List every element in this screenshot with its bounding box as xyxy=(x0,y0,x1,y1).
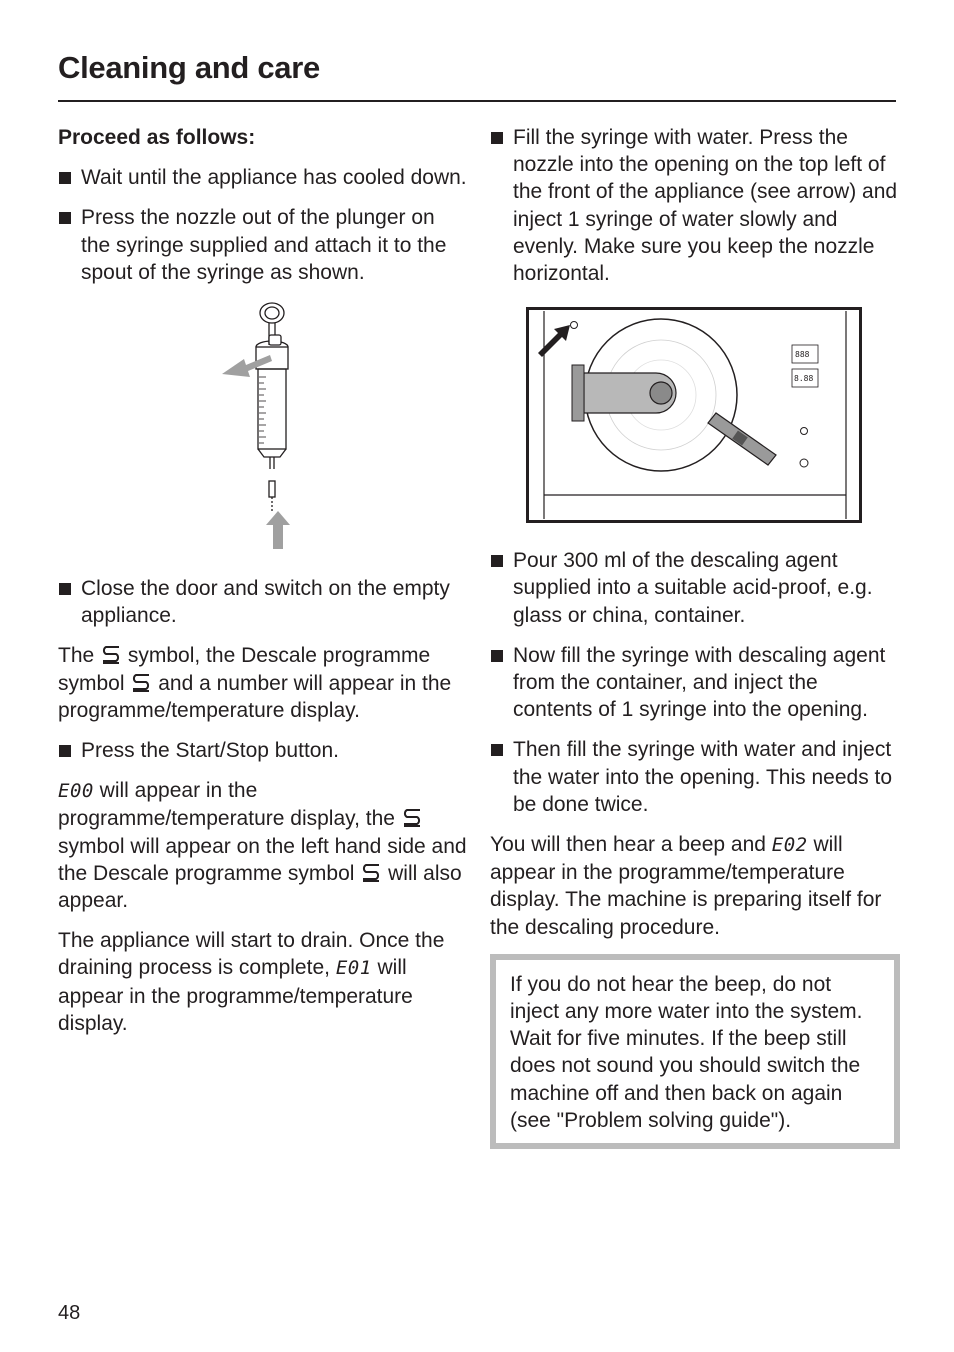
display-code-e01: E01 xyxy=(335,957,372,980)
syringe-illustration xyxy=(58,299,468,565)
step-press-start: Press the Start/Stop button. xyxy=(58,737,468,764)
title-divider xyxy=(58,100,896,102)
appliance-front-illustration xyxy=(526,307,862,523)
step-fill-water: Fill the syringe with water. Press the nozzle into the opening on the top left of the front of the appliance (see arrow) and inject 1 syringe of water slowly and evenly. Make sure you keep the nozzle horizontal. xyxy=(490,124,898,287)
display-code-e00: E00 xyxy=(58,780,94,803)
control-display-2: 8.88 xyxy=(794,374,814,384)
note-line-2: Wait for five minutes. If the beep still does not sound you should switch the machine off and then back on again (see "Problem solving guide"). xyxy=(510,1027,861,1132)
page-title: Cleaning and care xyxy=(58,50,320,85)
descale-symbol-icon xyxy=(100,644,122,664)
display-code-e02: E02 xyxy=(771,834,808,857)
descale-programme-icon xyxy=(130,672,152,692)
descale-programme-icon xyxy=(360,862,382,882)
step-close-door: Close the door and switch on the empty appliance. xyxy=(58,575,468,629)
drain-paragraph: The appliance will start to drain. Once the draining process is complete, E01 will appear in the programme/temperature display. xyxy=(58,929,445,1035)
note-box xyxy=(490,954,900,1149)
descale-symbol-paragraph: The symbol, the Descale programme symbol and a number will appear in the programme/temperature display. xyxy=(58,644,452,722)
step-attach-nozzle: Press the nozzle out of the plunger on the syringe supplied and attach it to the spout of the syringe as shown. xyxy=(58,204,468,286)
note-line-1: If you do not hear the beep, do not inject any more water into the system. xyxy=(510,972,863,1024)
step-wait-cool: Wait until the appliance has cooled down. xyxy=(58,164,468,191)
left-column xyxy=(58,124,468,1050)
step-inject-descaler: Now fill the syringe with descaling agent from the container, and inject the contents of 1 syringe into the opening. xyxy=(490,642,898,724)
control-display-1: 888 xyxy=(795,350,810,360)
section-heading: Proceed as follows: xyxy=(58,126,256,149)
step-inject-water-twice: Then fill the syringe with water and inject the water into the opening. This needs to be done twice. xyxy=(490,736,898,818)
step-pour-descaler: Pour 300 ml of the descaling agent supplied into a suitable acid-proof, e.g. glass or china, container. xyxy=(490,547,898,629)
e00-paragraph: E00 will appear in the programme/temperature display, the symbol will appear on the left hand side and the Descale programme symbol will also appear. xyxy=(58,779,467,913)
page-number: 48 xyxy=(58,1302,81,1324)
e02-paragraph: You will then hear a beep and E02 will appear in the programme/temperature display. The machine is preparing itself for the descaling procedure. xyxy=(490,833,882,939)
right-column xyxy=(490,124,898,1149)
descale-symbol-icon xyxy=(401,807,423,827)
